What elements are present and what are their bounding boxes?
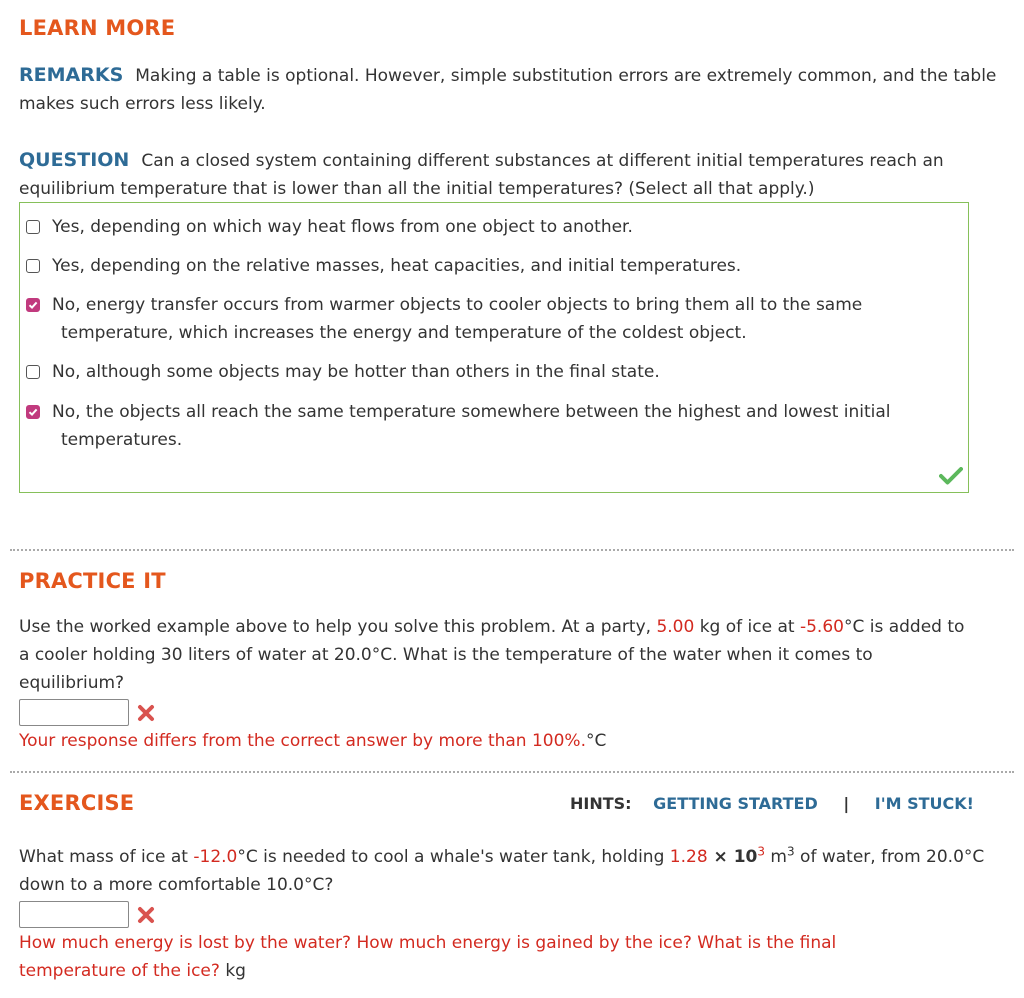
option-3-line-1: No, energy transfer occurs from warmer objects to cooler objects to bring them all to the same [52,295,863,315]
hint-separator: | [843,794,850,813]
exercise-unit-m: m [765,847,787,867]
exercise-volume-value: 1.28 [669,847,708,867]
exercise-answer-input[interactable] [19,901,129,928]
practice-text-b: kg of ice at [694,617,800,637]
practice-mass-value: 5.00 [656,617,695,637]
exercise-times: × 10 [707,847,758,867]
checkbox-check-icon [28,407,38,417]
option-2-label: Yes, depending on the relative masses, heat capacities, and initial temperatures. [52,256,742,276]
hints-label: HINTS: [570,794,632,813]
hint-getting-started-link[interactable]: GETTING STARTED [653,794,818,813]
checkbox-5-checked[interactable] [26,405,40,419]
learn-more-heading: LEARN MORE [19,16,176,40]
option-1[interactable] [26,213,633,241]
checkmark-icon [939,467,963,485]
practice-text-c: °C is added to a cooler holding 30 liters of water at 20.0°C. What is the temperature of the water when it comes to equilibrium? [19,617,965,693]
checkbox-2[interactable] [26,259,40,273]
answer-options-box [19,202,969,493]
option-4[interactable] [26,358,660,386]
practice-heading: PRACTICE IT [19,569,166,593]
question-block [19,146,1014,203]
option-5-line-2: temperatures. [61,430,183,450]
practice-question [19,613,979,697]
exercise-text-c: of water, from 20.0°C down to a more comfortable 10.0°C? [19,847,985,895]
section-divider [10,771,1014,773]
practice-feedback-text: Your response differs from the correct answer by more than 100%. [19,731,586,751]
remarks-text: Making a table is optional. However, simple substitution errors are extremely common, and the table makes such errors less likely. [19,66,997,114]
checkbox-1[interactable] [26,220,40,234]
exercise-heading: EXERCISE [19,791,135,815]
practice-temp-value: -5.60 [799,617,844,637]
exercise-text-b: °C is needed to cool a whale's water tank, holding [237,847,670,867]
remarks-label: REMARKS [19,64,124,86]
checkbox-3-checked[interactable] [26,298,40,312]
exercise-unit: kg [225,961,246,981]
incorrect-x-icon [137,704,155,722]
question-text: Can a closed system containing different substances at different initial temperatures reach an equilibrium temperature that is lower than all the initial temperatures? (Select all that apply.) [19,151,944,199]
option-4-label: No, although some objects may be hotter than others in the final state. [52,362,660,382]
hints-bar [570,794,974,813]
practice-feedback [19,727,606,755]
exercise-temp-value: -12.0 [193,847,238,867]
section-divider [10,549,1014,551]
exercise-feedback-text: How much energy is lost by the water? How much energy is gained by the ice? What is the final temperature of the ice? [19,933,837,981]
option-3[interactable] [26,291,942,347]
option-3-line-2: temperature, which increases the energy and temperature of the coldest object. [61,323,747,343]
question-label: QUESTION [19,149,130,171]
checkbox-check-icon [28,300,38,310]
exercise-question [19,843,1009,899]
option-1-label: Yes, depending on which way heat flows from one object to another. [52,217,633,237]
option-5[interactable] [26,398,942,454]
option-2[interactable] [26,252,741,280]
exercise-exponent: 3 [757,844,766,859]
incorrect-x-icon [137,906,155,924]
practice-unit: °C [586,731,607,751]
hint-im-stuck-link[interactable]: I'M STUCK! [874,794,974,813]
practice-text-a: Use the worked example above to help you solve this problem. At a party, [19,617,657,637]
remarks-block [19,61,1009,118]
checkbox-4[interactable] [26,365,40,379]
exercise-text-a: What mass of ice at [19,847,194,867]
option-5-label [52,398,942,454]
exercise-feedback [19,929,919,985]
exercise-unit-exponent: 3 [787,844,795,859]
option-5-line-1: No, the objects all reach the same temperature somewhere between the highest and lowest initial [52,402,891,422]
practice-answer-input[interactable] [19,699,129,726]
option-3-label [52,291,942,347]
